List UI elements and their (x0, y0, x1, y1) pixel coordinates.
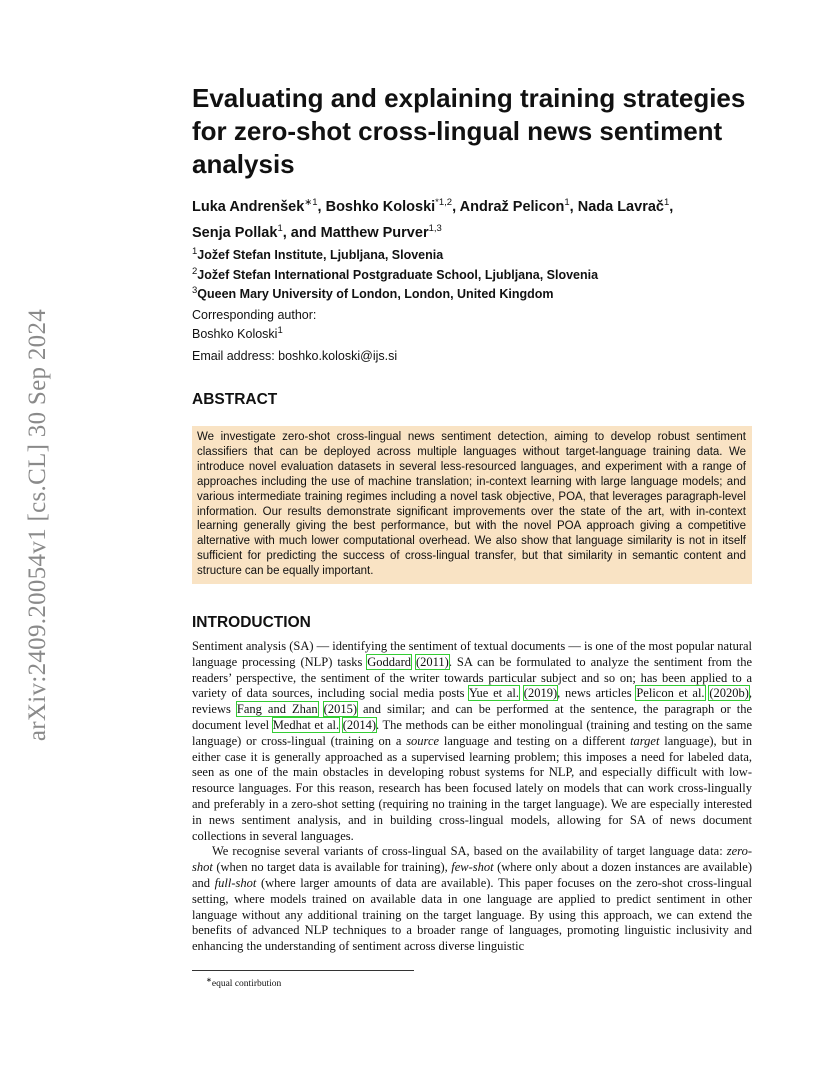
citation-year-link[interactable]: (2019) (523, 686, 558, 701)
author-affiliation-mark: 1 (663, 197, 670, 208)
corresponding-label: Corresponding author: (192, 308, 317, 322)
body-text (318, 702, 324, 716)
emphasis-term: few-shot (451, 860, 494, 875)
author-name: Boshko Koloski (325, 198, 436, 215)
corresponding-mark: 1 (277, 325, 283, 336)
corresponding-author (192, 307, 752, 342)
affiliation-list (192, 244, 752, 303)
author-name: Matthew Purver (320, 224, 429, 241)
footnote-mark: ∗ (206, 976, 212, 984)
author-affiliation-mark: 1 (277, 222, 283, 234)
author-list: Luka Andrenšek$^{∗1}$, Boshko Koloski$^{*1,2}$, Andraž Pelicon$^1$, Nada Lavrač$^1$, Senja Pollak$^1$, and Matthew Purver$^{1,3}$ (192, 197, 674, 241)
citation-year-link[interactable]: (2015) (323, 702, 357, 717)
emphasis-term: full-shot (214, 875, 257, 890)
author-affiliation-mark: ∗1 (304, 197, 318, 208)
body-text: . SA can be formulated to analyze the sentiment from the readers’ perspective, the sentiment of the writer towards particular subject and so on; has been applied to a variety of data sources, including social media posts (192, 654, 752, 701)
body-text: , news articles (557, 686, 637, 701)
body-text: (where only about a dozen instances are available) and (192, 860, 752, 890)
affiliation-mark: 1 (192, 246, 198, 257)
citation-link[interactable]: Fang and Zhan (236, 702, 318, 717)
footnote-rule (192, 970, 414, 971)
body-text: (where larger amounts of data are available). This paper focuses on the zero-shot cross-lingual setting, where models trained on available data in one language are applied to predict sentiment in other language without any additional training on the target language. By using this approach, we can extend the benefits of advanced NLP techniques to a broader range of languages, promoting linguistic inclusivity and enhancing the understanding of sentiment across diverse linguistic (192, 875, 752, 954)
introduction-heading: INTRODUCTION (192, 614, 311, 631)
author-affiliation-mark: 1 (564, 197, 570, 208)
body-text: We recognise several variants of cross-lingual SA, based on the availability of target language data: (212, 844, 727, 859)
abstract-heading: ABSTRACT (192, 391, 278, 408)
citation-year-link[interactable]: (2020b) (709, 686, 749, 701)
corresponding-name: Boshko Koloski (192, 327, 278, 342)
affiliation-text: Jožef Stefan International Postgraduate School, Ljubljana, Slovenia (197, 267, 599, 282)
author-affiliation-mark: 1,3 (428, 222, 442, 234)
arxiv-identifier: arXiv:2409.20054v1 [cs.CL] 30 Sep 2024 (24, 308, 52, 742)
citation-link[interactable]: Pelicon et al. (636, 686, 705, 701)
author-affiliation-mark: *1,2 (435, 197, 453, 208)
affiliation-mark: 2 (192, 265, 198, 277)
affiliation (192, 283, 752, 303)
body-text: (when no target data is available for training), (212, 860, 452, 875)
citation-link[interactable]: Goddard (367, 654, 412, 669)
author-name: Nada Lavrač (577, 198, 664, 215)
citation-year-link[interactable]: (2011) (415, 654, 449, 669)
abstract-box (192, 426, 752, 584)
body-text: Sentiment analysis (SA) — identifying the sentiment of textual documents — is one of the most popular natural language processing (NLP) tasks (192, 639, 752, 669)
affiliation-text: Queen Mary University of London, London, United Kingdom (197, 287, 554, 302)
affiliation-text: Jožef Stefan Institute, Ljubljana, Slovenia (197, 248, 444, 263)
footnote-text: equal contirbution (211, 979, 282, 990)
paper-title: Evaluating and explaining training strategies for zero-shot cross-lingual news sentiment analysis (192, 83, 746, 179)
email-address: Email address: boshko.koloski@ijs.si (192, 349, 398, 363)
footnote (206, 976, 281, 989)
body-text: language), but in either case it is generally approached as a supervised learning problem; this imposes a need for labeled data, seen as one of the main obstacles in developing robust systems for NLP, and especially difficult with low-resource languages. For this reason, research has been focused lately on models that can work cross-lingually and preferably in a zero-shot setting (requiring no training in the target language). We are especially interested in news sentiment analysis, and in building cross-lingual models, allowing for SA of news document collections in several languages. (192, 733, 752, 843)
citation-link[interactable]: Medhat et al. (272, 717, 340, 732)
abstract-text: We investigate zero-shot cross-lingual news sentiment detection, aiming to develop robust sentiment classifiers that can be deployed across multiple languages without target-language training data. We introduce novel evaluation datasets in several less-resourced languages, and experiment with a range of approaches including the use of machine translation; in-context learning with large language models; and various intermediate training regimes including a novel task objective, POA, that leverages paragraph-level information. Our results demonstrate significant improvements over the state of the art, with in-context learning generally giving the best performance, but with the novel POA approach giving a competitive alternative with much lower computational overhead. We also show that language similarity is not in itself sufficient for predicting the success of cross-lingual transfer, but that similarity in semantic content and structure can be equally important. (197, 431, 746, 578)
affiliation (192, 244, 752, 264)
citation-link[interactable]: Yue et al. (468, 686, 520, 701)
author-name: Luka Andrenšek (192, 198, 305, 215)
author-name: Andraž Pelicon (459, 198, 565, 215)
emphasis-term: zero-shot (192, 844, 752, 875)
affiliation-mark: 3 (192, 285, 198, 297)
introduction-paragraph-2 (192, 844, 752, 955)
introduction-paragraph-1 (192, 639, 752, 844)
arxiv-sidebar-stamp (18, 290, 58, 760)
body-text: . The methods can be either monolingual (training and testing on the same language) or cross-lingual (training on a (192, 717, 752, 748)
introduction-body (192, 639, 752, 955)
body-text: and similar; and can be performed at the sentence, the paragraph or the document level (192, 702, 753, 732)
emphasis-term: target (630, 733, 660, 748)
author-name: Senja Pollak (192, 224, 278, 241)
body-text: language and testing on a different (439, 733, 631, 748)
affiliation (192, 264, 752, 284)
body-text: , reviews (192, 686, 753, 717)
citation-year-link[interactable]: (2014) (342, 717, 377, 732)
emphasis-term: source (406, 733, 440, 748)
